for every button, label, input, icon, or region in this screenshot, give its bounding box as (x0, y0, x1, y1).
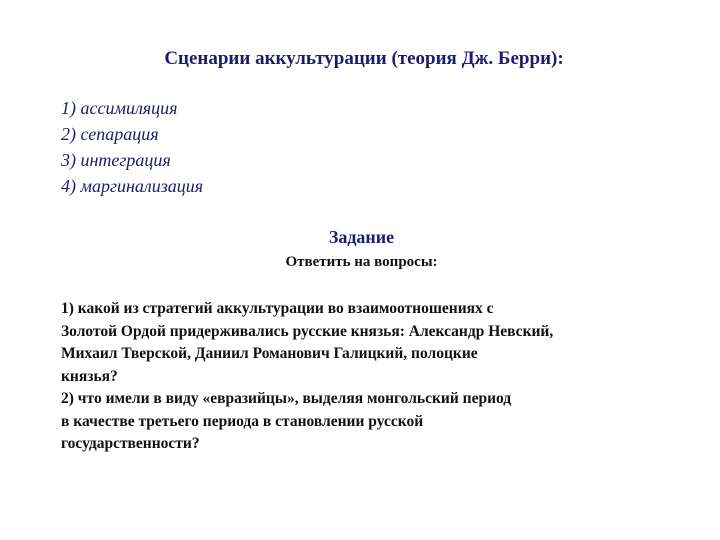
question-line: 2) что имели в виду «евразийцы», выделяя монгольский период (61, 390, 512, 407)
scenario-item: 2) сепарация (61, 124, 159, 144)
slide-title: Сценарии аккультурации (теория Дж. Берри): (164, 48, 564, 69)
task-questions (61, 298, 681, 456)
question-line: в качестве третьего периода в становлении русской (61, 412, 424, 430)
question-line: Золотой Ордой придерживались русские князья: Александр Невский, (61, 322, 554, 340)
task-heading: Задание (328, 227, 395, 247)
question-line: Михаил Тверской, Даниил Романович Галицкий, полоцкие (61, 345, 478, 362)
scenario-item: 3) интеграция (61, 150, 171, 170)
question-line: князья? (61, 367, 118, 385)
scenario-item: 1) ассимиляция (61, 98, 178, 118)
question-line: государственности? (61, 435, 200, 452)
task-subheading: Ответить на вопросы: (285, 254, 438, 270)
question-line: 1) какой из стратегий аккультурации во взаимоотношениях с (61, 300, 494, 317)
scenario-item: 4) маргинализация (61, 176, 204, 196)
scenario-list (61, 95, 203, 199)
